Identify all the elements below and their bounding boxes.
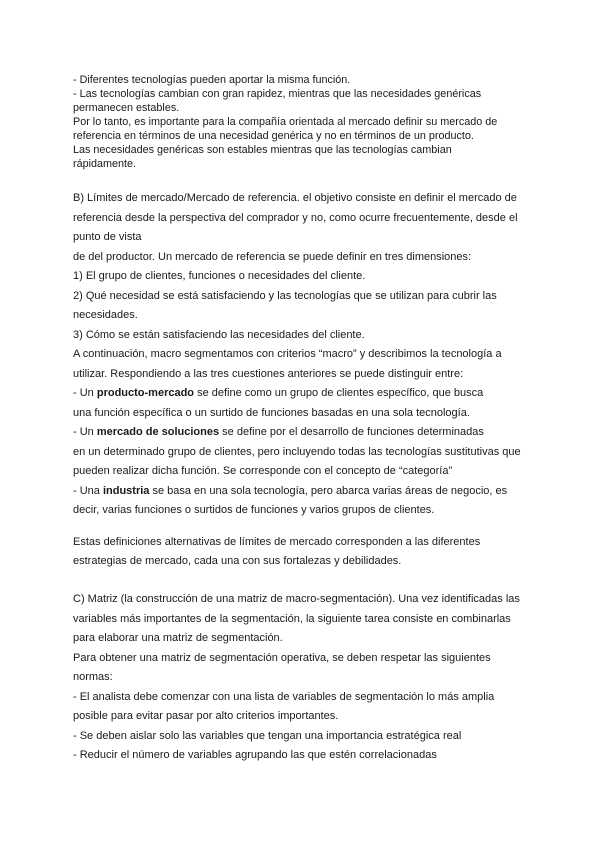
- summary-paragraph: [73, 533, 543, 571]
- text-line: referencia desde la perspectiva del comprador y no, como ocurre frecuentemente, desde el: [73, 211, 518, 224]
- definition-producto-mercado: [73, 384, 543, 404]
- text-line: 1) El grupo de clientes, funciones o necesidades del cliente.: [73, 270, 366, 282]
- text-span: se basa en una sola tecnología, pero abarca varias áreas de negocio, es: [149, 484, 508, 497]
- text-line: decir, varias funciones o surtidos de funciones y varios grupos de clientes.: [73, 504, 435, 516]
- text-line: Para obtener una matriz de segmentación operativa, se deben respetar las siguientes: [73, 651, 491, 664]
- text-line: pueden realizar dicha función. Se corresponde con el concepto de “categoría”: [73, 465, 453, 477]
- section-b-heading-line: B) Límites de mercado/Mercado de referencia. el objetivo consiste en definir el mercado de: [73, 192, 517, 204]
- text-span: - Una: [73, 484, 103, 497]
- intro-paragraph: [73, 73, 543, 171]
- bold-term: producto-mercado: [96, 387, 195, 399]
- text-line: - Diferentes tecnologías pueden aportar la misma función.: [73, 74, 351, 86]
- text-span: - Un: [73, 426, 97, 438]
- text-line: permanecen estables.: [73, 102, 180, 114]
- text-line: Las necesidades genéricas son estables mientras que las tecnologías cambian: [73, 144, 452, 156]
- text-span: - Un: [73, 387, 97, 399]
- text-line: una función específica o un surtido de funciones basadas en una sola tecnología.: [73, 406, 470, 419]
- text-line: referencia en términos de una necesidad genérica y no en términos de un producto.: [73, 130, 474, 142]
- text-line: Estas definiciones alternativas de límites de mercado corresponden a las diferentes: [73, 536, 481, 548]
- text-line: necesidades.: [73, 309, 138, 321]
- text-line: - Se deben aislar solo las variables que tengan una importancia estratégica real: [73, 729, 462, 742]
- text-line: - Reducir el número de variables agrupando las que estén correlacionadas: [73, 749, 437, 761]
- text-line: utilizar. Respondiendo a las tres cuestiones anteriores se puede distinguir entre:: [73, 367, 464, 380]
- text-line: 3) Cómo se están satisfaciendo las necesidades del cliente.: [73, 328, 365, 341]
- text-span: se define como un grupo de clientes específico, que busca: [194, 387, 484, 399]
- text-line: - El analista debe comenzar con una lista de variables de segmentación lo más amplia: [73, 690, 495, 703]
- text-line: estrategias de mercado, cada una con sus fortalezas y debilidades.: [73, 555, 402, 567]
- text-line: en un determinado grupo de clientes, pero incluyendo todas las tecnologías sustitutivas que: [73, 445, 521, 458]
- section-b-paragraph: [73, 189, 543, 521]
- text-line: punto de vista: [73, 231, 142, 243]
- text-line: para elaborar una matriz de segmentación.: [73, 632, 283, 644]
- text-line: normas:: [73, 671, 113, 683]
- text-line: rápidamente.: [73, 158, 137, 170]
- text-line: Por lo tanto, es importante para la compañía orientada al mercado definir su mercado de: [73, 116, 498, 128]
- definition-mercado-de-soluciones: [73, 423, 543, 443]
- section-c-paragraph: [73, 590, 543, 766]
- definition-industria: [73, 482, 543, 502]
- text-span: se define por el desarrollo de funciones determinadas: [219, 426, 484, 438]
- text-line: 2) Qué necesidad se está satisfaciendo y las tecnologías que se utilizan para cubrir las: [73, 289, 497, 302]
- text-line: de del productor. Un mercado de referencia se puede definir en tres dimensiones:: [73, 250, 472, 263]
- text-line: posible para evitar pasar por alto criterios importantes.: [73, 710, 339, 722]
- bold-term: mercado de soluciones: [96, 426, 220, 438]
- text-line: A continuación, macro segmentamos con criterios “macro” y describimos la tecnología a: [73, 348, 502, 360]
- bold-term: industria: [102, 484, 150, 497]
- text-line: - Las tecnologías cambian con gran rapidez, mientras que las necesidades genéricas: [73, 88, 482, 100]
- text-line: variables más importantes de la segmentación, la siguiente tarea consiste en combinarlas: [73, 612, 511, 625]
- section-c-heading-line: C) Matriz (la construcción de una matriz de macro-segmentación). Una vez identificadas las: [73, 593, 520, 605]
